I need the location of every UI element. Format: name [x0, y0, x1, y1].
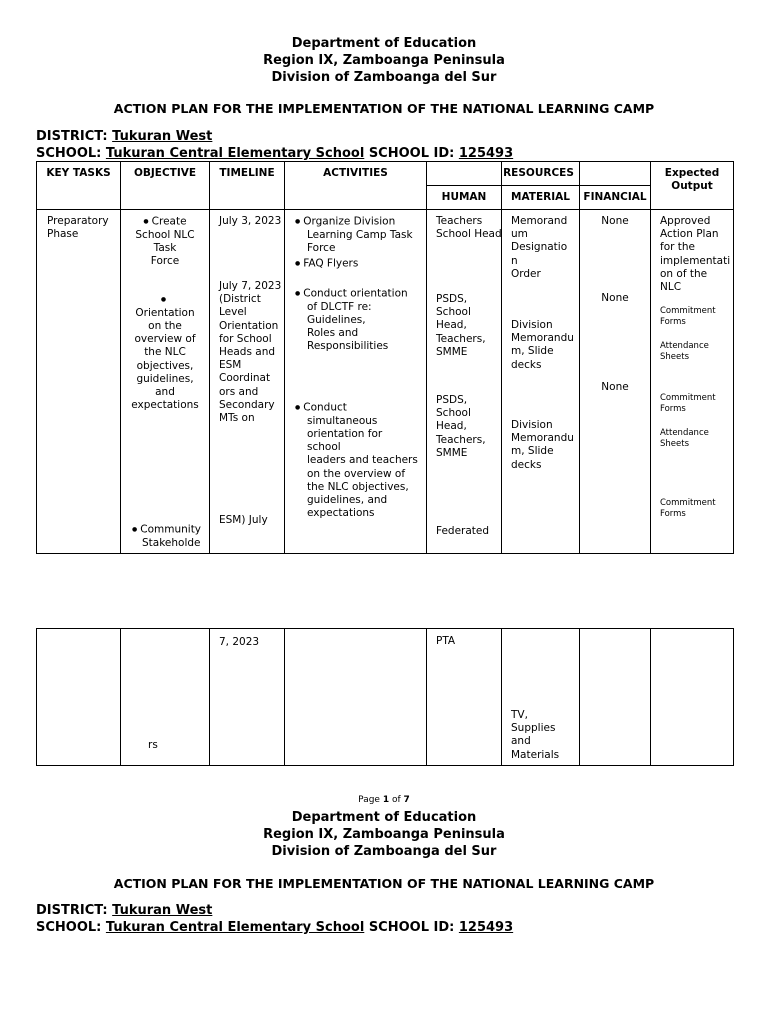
human-continued: PTA: [436, 635, 456, 647]
timeline-text: Heads and: [219, 346, 276, 359]
objective-text: objectives,: [136, 359, 194, 372]
objective-text: Stakeholde: [142, 536, 201, 549]
material-resource: [511, 215, 567, 281]
human-text: Head,: [436, 420, 467, 433]
header-financial: FINANCIAL: [583, 191, 647, 203]
activity-faq-flyers: [295, 257, 358, 271]
school-label: SCHOOL:: [36, 920, 102, 935]
output-text: Attendance: [660, 428, 709, 438]
expected-output: [660, 341, 709, 363]
school-id-value: 125493: [458, 920, 514, 935]
output-text: Sheets: [660, 439, 690, 449]
bullet-icon: [132, 524, 140, 536]
header-activities: ACTIVITIES: [323, 167, 388, 179]
school-id-label: SCHOOL ID:: [368, 920, 455, 935]
key-task-line: Preparatory: [47, 215, 109, 227]
human-resource: [436, 215, 502, 241]
timeline-text: Coordinat: [219, 372, 271, 385]
human-text: Head,: [436, 319, 467, 332]
material-text: m, Slide: [511, 345, 554, 358]
objective-text: expectations: [131, 399, 199, 412]
human-text: School: [436, 407, 471, 420]
timeline-text: ors and: [219, 385, 259, 398]
timeline-text: for School: [219, 332, 272, 345]
district-line: [36, 128, 212, 145]
human-text: PSDS,: [436, 293, 468, 305]
page-total: 7: [403, 795, 410, 805]
material-text: um: [511, 228, 528, 241]
page-of: of: [391, 795, 401, 805]
header-department: Department of Education: [291, 36, 477, 51]
objective-community: [132, 523, 201, 550]
human-text: School Head: [436, 228, 502, 241]
district-line: [36, 902, 212, 919]
school-line: [36, 919, 513, 936]
activity-text: Conduct orientation: [303, 287, 408, 300]
school-id-label: SCHOOL ID:: [368, 146, 455, 161]
activity-text: simultaneous: [307, 414, 378, 427]
material-text: Supplies: [511, 722, 556, 735]
human-text: SMME: [436, 446, 468, 459]
objective-text: Force: [150, 255, 180, 268]
human-text: Teachers: [436, 215, 483, 227]
activity-simultaneous-orientation: [295, 401, 418, 520]
human-text: PSDS,: [436, 394, 468, 406]
header-expected-line1: Expected: [664, 167, 720, 179]
bullet-icon: [295, 258, 303, 270]
district-label: DISTRICT:: [36, 129, 108, 144]
district-value: Tukuran West: [112, 129, 213, 144]
header-objective: OBJECTIVE: [133, 167, 197, 179]
col-divider: [426, 629, 427, 765]
human-text: Teachers,: [436, 433, 486, 446]
action-plan-table-continued: [36, 628, 734, 766]
objective-text: guidelines,: [136, 372, 194, 385]
objective-text: the NLC: [144, 346, 186, 359]
timeline-text: July 7, 2023: [219, 280, 282, 292]
human-text: Teachers,: [436, 332, 486, 345]
header-division: Division of Zamboanga del Sur: [271, 70, 497, 85]
material-resource: [511, 319, 574, 372]
human-resource: [436, 293, 486, 359]
material-text: Memorandu: [511, 432, 574, 445]
bullet-icon: [143, 216, 151, 228]
header-division: Division of Zamboanga del Sur: [271, 844, 497, 859]
activity-text: the NLC objectives,: [307, 480, 409, 493]
expected-output: [660, 498, 716, 520]
output-text: for the: [660, 241, 696, 254]
school-value: Tukuran Central Elementary School: [105, 146, 365, 161]
bullet-icon: [295, 288, 303, 300]
district-label: DISTRICT:: [36, 903, 108, 918]
activity-text: expectations: [307, 507, 375, 520]
material-text: Order: [511, 267, 541, 280]
action-plan-table: [36, 161, 734, 554]
objective-text: overview of: [134, 333, 196, 346]
page-current: 1: [382, 795, 390, 805]
activity-text: guidelines, and: [307, 494, 388, 507]
col-divider: [120, 629, 121, 765]
activity-organize-task-force: [295, 215, 413, 255]
human-text: School: [436, 306, 471, 319]
financial-value: None: [601, 381, 629, 393]
activity-text: Conduct: [303, 401, 347, 414]
expected-output: [660, 306, 716, 328]
material-text: n: [511, 254, 518, 267]
school-value: Tukuran Central Elementary School: [105, 920, 365, 935]
school-line: [36, 145, 513, 162]
output-text: NLC: [660, 281, 682, 294]
human-resource: Federated: [436, 525, 490, 537]
activity-text: Learning Camp Task: [307, 228, 413, 241]
timeline-text: ESM: [219, 359, 242, 372]
header-expected-output: [651, 167, 733, 193]
objective-create-task-force: [121, 215, 209, 268]
material-text: Division: [511, 319, 553, 331]
header-material: MATERIAL: [511, 191, 570, 203]
header-region: Region IX, Zamboanga Peninsula: [263, 827, 505, 842]
output-text: Approved: [660, 215, 711, 227]
material-text: m, Slide: [511, 445, 554, 458]
header-department: Department of Education: [291, 810, 477, 825]
activity-text: Organize Division: [303, 215, 396, 228]
header-key-tasks: KEY TASKS: [46, 167, 111, 179]
resources-divider: [426, 185, 650, 186]
school-label: SCHOOL:: [36, 146, 102, 161]
material-text: TV,: [511, 709, 528, 721]
human-text: SMME: [436, 345, 468, 358]
activity-text: Responsibilities: [307, 340, 389, 353]
header-human: HUMAN: [441, 191, 487, 203]
expected-output: [660, 215, 730, 294]
col-divider: [426, 162, 427, 553]
activity-text: Roles and: [307, 327, 359, 340]
activity-text: Guidelines,: [307, 314, 366, 327]
objective-continued: rs: [148, 739, 158, 751]
objective-text: and: [155, 386, 175, 399]
document-title: ACTION PLAN FOR THE IMPLEMENTATION OF THE NATIONAL LEARNING CAMP: [113, 876, 655, 891]
objective-text: Create: [151, 215, 187, 228]
header-expected-line2: Output: [671, 180, 713, 192]
header-row-divider: [37, 209, 733, 210]
timeline-entry: July 3, 2023: [219, 215, 282, 227]
timeline-entry: ESM) July: [219, 514, 268, 526]
output-text: Forms: [660, 404, 686, 414]
objective-orientation: [121, 293, 209, 412]
timeline-entry: [219, 280, 281, 425]
col-divider: [579, 629, 580, 765]
activity-text: orientation for: [307, 428, 383, 441]
objective-text: Orientation: [135, 306, 195, 319]
activity-text: Force: [307, 242, 336, 255]
output-text: Action Plan: [660, 228, 719, 241]
objective-text: Task: [153, 242, 177, 255]
bullet-icon: [295, 216, 303, 228]
header-region: Region IX, Zamboanga Peninsula: [263, 53, 505, 68]
header-resources: RESOURCES: [503, 167, 574, 179]
timeline-continued: 7, 2023: [219, 636, 260, 648]
output-text: on of the: [660, 267, 708, 280]
financial-value: None: [601, 292, 629, 304]
material-text: and: [511, 735, 531, 748]
timeline-text: Secondary: [219, 398, 275, 411]
activity-text: of DLCTF re:: [307, 300, 372, 313]
material-text: Materials: [511, 748, 560, 761]
output-text: Commitment: [660, 393, 716, 403]
expected-output: [660, 393, 716, 415]
timeline-text: Level: [219, 306, 247, 319]
output-text: Forms: [660, 509, 686, 519]
header-timeline: TIMELINE: [219, 167, 275, 179]
activity-text: leaders and teachers: [307, 454, 418, 467]
col-divider: [209, 629, 210, 765]
material-resource: [511, 419, 574, 472]
output-text: implementati: [660, 254, 731, 267]
timeline-text: (District: [219, 293, 261, 306]
activity-conduct-orientation-dlctf: [295, 287, 408, 354]
page-number: [0, 795, 768, 805]
objective-text: on the: [148, 320, 182, 333]
key-task-cell: [47, 215, 109, 241]
col-divider: [284, 162, 285, 553]
col-divider: [650, 162, 651, 553]
material-text: Memorand: [511, 215, 568, 227]
human-resource: [436, 394, 486, 460]
timeline-text: MTs on: [219, 412, 255, 425]
col-divider: [501, 629, 502, 765]
activity-text: school: [307, 441, 341, 454]
material-text: decks: [511, 458, 542, 471]
output-text: Commitment: [660, 306, 716, 316]
material-text: Memorandu: [511, 332, 574, 345]
key-task-line: Phase: [47, 228, 79, 241]
material-text: Division: [511, 419, 553, 431]
material-text: Designatio: [511, 241, 568, 254]
col-divider: [284, 629, 285, 765]
material-text: decks: [511, 358, 542, 371]
district-value: Tukuran West: [112, 903, 213, 918]
objective-text: School NLC: [135, 228, 195, 241]
activity-text: on the overview of: [307, 467, 406, 480]
output-text: Attendance: [660, 341, 709, 351]
material-continued: [511, 709, 559, 762]
activity-text: FAQ Flyers: [303, 257, 359, 270]
output-text: Sheets: [660, 352, 690, 362]
timeline-text: Orientation: [219, 319, 279, 332]
document-title: ACTION PLAN FOR THE IMPLEMENTATION OF THE NATIONAL LEARNING CAMP: [113, 101, 655, 116]
school-id-value: 125493: [458, 146, 514, 161]
bullet-icon: [161, 294, 169, 306]
col-divider: [209, 162, 210, 553]
objective-text: Community: [140, 523, 202, 536]
col-divider: [650, 629, 651, 765]
page-word: Page: [358, 795, 380, 805]
bullet-icon: [295, 402, 303, 414]
financial-value: None: [601, 215, 629, 227]
expected-output: [660, 428, 709, 450]
output-text: Forms: [660, 317, 686, 327]
output-text: Commitment: [660, 498, 716, 508]
